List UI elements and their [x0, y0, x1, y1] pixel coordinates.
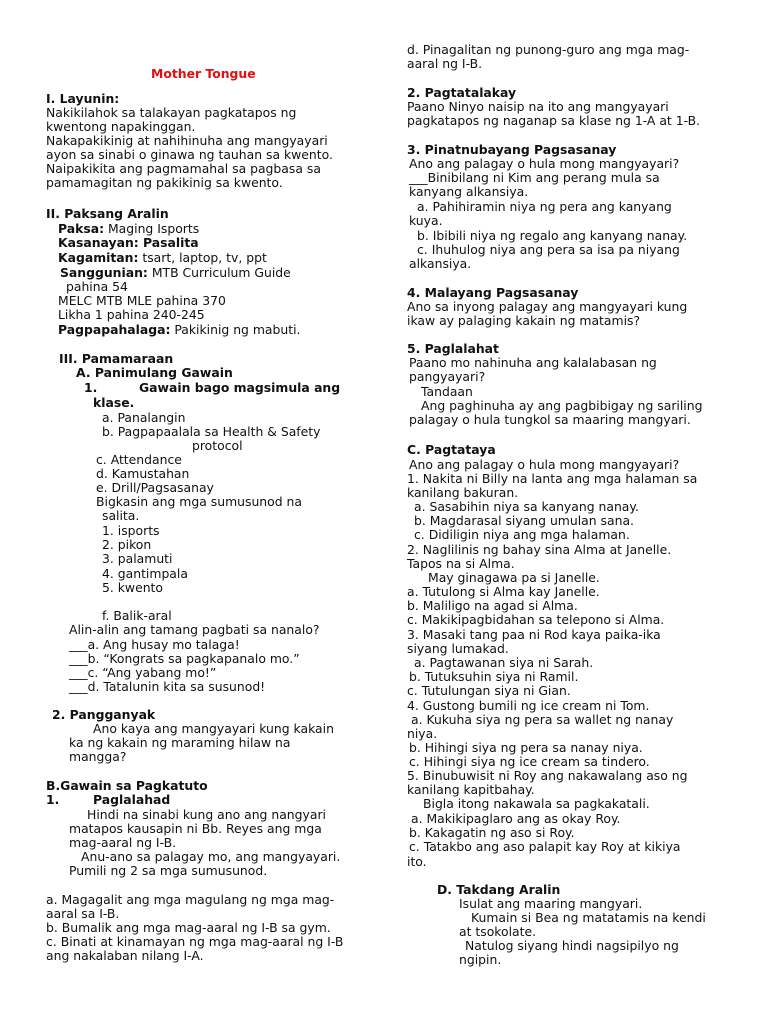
pagtataya-line: b. Kakagatin ng aso si Roy.: [409, 825, 575, 840]
item1-text: Gawain bago magsimula ang: [139, 380, 341, 395]
balik-aral-question: Alin-alin ang tamang pagbati sa nanalo?: [69, 622, 320, 637]
item1-cont: klase.: [93, 395, 135, 410]
pagkatuto-choice: a. Magagalit ang mga magulang ng mga mag-: [46, 892, 335, 907]
kagamitan-value: tsart, laptop, tv, ppt: [138, 250, 267, 265]
paglalahat-line: palagay o hula tungkol sa maaring mangyari.: [409, 412, 691, 427]
list-item-cont: protocol: [192, 438, 243, 453]
pagtatalakay-heading: 2. Pagtatalakay: [407, 85, 517, 100]
d-choice-line: d. Pinagalitan ng punong-guro ang mga mag-: [407, 42, 690, 57]
document-title: Mother Tongue: [151, 66, 256, 81]
melc-line: MELC MTB MLE pahina 370: [58, 293, 226, 308]
pagpapahalaga-label: Pagpapahalaga:: [58, 322, 171, 337]
takdang-line: Natulog siyang hindi nagsipilyo ng: [465, 938, 679, 953]
paksa-line: [58, 222, 199, 236]
takdang-line: at tsokolate.: [459, 924, 537, 939]
malayang-line: ikaw ay palaging kakain ng matamis?: [407, 313, 641, 328]
paglalahad-line: Hindi na sinabi kung ano ang nangyari: [87, 807, 326, 822]
pagtataya-line: ito.: [407, 854, 427, 869]
bigkasin-cont: salita.: [102, 508, 140, 523]
pagpapahalaga-line: [58, 323, 300, 337]
list-item: d. Kamustahan: [96, 466, 190, 481]
pagtataya-line: kanilang kapitbahay.: [407, 782, 535, 797]
pagkatuto-choice: b. Bumalik ang mga mag-aaral ng I-B sa gym.: [46, 920, 331, 935]
paglalahat-heading: 5. Paglalahat: [407, 341, 499, 356]
word-item: 5. kwento: [102, 580, 163, 595]
pinatnubayang-line: Ano ang palagay o hula mong mangyayari?: [409, 156, 680, 171]
list-item: c. Attendance: [96, 452, 182, 467]
pinatnubayang-heading: 3. Pinatnubayang Pagsasanay: [407, 142, 617, 157]
takdang-line: Kumain si Bea ng matatamis na kendi: [471, 910, 706, 925]
takdang-aralin-heading: D. Takdang Aralin: [437, 882, 561, 897]
paksa-value: Maging Isports: [104, 221, 200, 236]
pinatnubayang-line: ___Binibilang ni Kim ang perang mula sa: [409, 170, 660, 185]
pagtataya-line: a. Kukuha siya ng pera sa wallet ng nanay: [411, 712, 674, 727]
pangganyak-line: ka ng kakain ng maraming hilaw na: [69, 735, 291, 750]
word-item: 4. gantimpala: [102, 566, 188, 581]
sanggunian-cont: pahina 54: [66, 279, 128, 294]
bigkasin-line: Bigkasin ang mga sumusunod na: [96, 494, 302, 509]
paksa-label: Paksa:: [58, 221, 105, 236]
choice-item: ___a. Ang husay mo talaga!: [69, 637, 240, 652]
pagkatuto-choice: c. Binati at kinamayan ng mga mag-aaral ng I-B: [46, 934, 344, 949]
paglalahad-line: mag-aaral ng I-B.: [69, 835, 177, 850]
sanggunian-value: MTB Curriculum Guide: [147, 265, 291, 280]
layunin-line: Nakapakikinig at nahihinuha ang mangyayari: [46, 133, 328, 148]
paglalahat-line: Paano mo nahinuha ang kalalabasan ng: [409, 355, 657, 370]
pangganyak-line: Ano kaya ang mangyayari kung kakain: [93, 721, 334, 736]
pagtataya-line: b. Hihingi siya ng pera sa nanay niya.: [409, 740, 643, 755]
pagtataya-line: c. Makikipagbidahan sa telepono si Alma.: [407, 612, 665, 627]
pagtataya-line: c. Didiligin niya ang mga halaman.: [414, 527, 630, 542]
pagtataya-line: 1. Nakita ni Billy na lanta ang mga halaman sa: [407, 471, 698, 486]
takdang-line: Isulat ang maaring mangyari.: [459, 896, 643, 911]
pagtataya-line: a. Pagtawanan siya ni Sarah.: [414, 655, 594, 670]
pagtataya-line: 2. Naglilinis ng bahay sina Alma at Janelle.: [407, 542, 672, 557]
layunin-line: Nakikilahok sa talakayan pagkatapos ng: [46, 105, 297, 120]
pagtataya-line: c. Tatakbo ang aso palapit kay Roy at kikiya: [409, 839, 681, 854]
pagtataya-line: a. Sasabihin niya sa kanyang nanay.: [414, 499, 639, 514]
tandaan-label: Tandaan: [421, 384, 473, 399]
panimulang-gawain: A. Panimulang Gawain: [76, 365, 233, 380]
pagtataya-line: 3. Masaki tang paa ni Rod kaya paika-ika: [407, 627, 661, 642]
layunin-line: pamamagitan ng pakikinig sa kwento.: [46, 175, 283, 190]
word-item: 2. pikon: [102, 537, 152, 552]
paglalahad-line: matapos kausapin ni Bb. Reyes ang mga: [69, 821, 322, 836]
pagtatalakay-line: Paano Ninyo naisip na ito ang mangyayari: [407, 99, 669, 114]
pagkatuto-heading: B.Gawain sa Pagkatuto: [46, 778, 208, 793]
pagtataya-line: a. Makikipaglaro ang as okay Roy.: [411, 811, 621, 826]
pangganyak-line: mangga?: [69, 749, 127, 764]
pagtataya-heading: C. Pagtataya: [407, 442, 496, 457]
pangganyak-heading: 2. Pangganyak: [52, 707, 156, 722]
malayang-heading: 4. Malayang Pagsasanay: [407, 285, 579, 300]
choice-item: ___c. “Ang yabang mo!”: [69, 665, 217, 680]
paglalahad-num: 1.: [46, 792, 60, 807]
malayang-line: Ano sa inyong palagay ang mangyayari kung: [407, 299, 688, 314]
pinatnubayang-line: a. Pahihiramin niya ng pera ang kanyang: [417, 199, 672, 214]
d-choice-line: aaral ng I-B.: [407, 56, 483, 71]
pagtataya-line: Bigla itong nakawala sa pagkakatali.: [423, 796, 650, 811]
pinatnubayang-line: c. Ihuhulog niya ang pera sa isa pa niyang: [417, 242, 680, 257]
kagamitan-line: [58, 251, 267, 265]
paksang-aralin-heading: II. Paksang Aralin: [46, 206, 169, 221]
paglalahad-heading: Paglalahad: [93, 792, 171, 807]
pagtatalakay-line: pagkatapos ng naganap sa klase ng 1-A at 1-B.: [407, 113, 701, 128]
pagkatuto-choice: ang nakalaban nilang I-A.: [46, 948, 204, 963]
paglalahad-line: Pumili ng 2 sa mga sumusunod.: [69, 863, 268, 878]
pagpapahalaga-value: Pakikinig ng mabuti.: [170, 322, 301, 337]
pinatnubayang-line: kuya.: [409, 213, 443, 228]
pinatnubayang-line: kanyang alkansiya.: [409, 184, 529, 199]
layunin-line: Naipakikita ang pagmamahal sa pagbasa sa: [46, 161, 321, 176]
word-item: 3. palamuti: [102, 551, 173, 566]
pagtataya-line: kanilang bakuran.: [407, 485, 519, 500]
kasanayan-line: Kasanayan: Pasalita: [58, 235, 199, 250]
pagtataya-line: b. Magdarasal siyang umulan sana.: [414, 513, 634, 528]
pagtataya-line: Tapos na si Alma.: [407, 556, 515, 571]
paglalahat-line: pangyayari?: [409, 369, 486, 384]
balik-aral: f. Balik-aral: [102, 608, 172, 623]
pagtataya-line: b. Maliligo na agad si Alma.: [407, 598, 578, 613]
pagtataya-line: a. Tutulong si Alma kay Janelle.: [407, 584, 600, 599]
choice-item: ___b. “Kongrats sa pagkapanalo mo.”: [69, 651, 300, 666]
pamamaraan-heading: III. Pamamaraan: [59, 351, 174, 366]
word-item: 1. isports: [102, 523, 160, 538]
paglalahat-line: Ang paghinuha ay ang pagbibigay ng sariling: [421, 398, 703, 413]
pagtataya-line: c. Hihingi siya ng ice cream sa tindero.: [409, 754, 650, 769]
pagtataya-line: c. Tutulungan siya ni Gian.: [407, 683, 571, 698]
pagtataya-line: May ginagawa pa si Janelle.: [428, 570, 600, 585]
pagtataya-line: Ano ang palagay o hula mong mangyayari?: [409, 457, 680, 472]
list-item: e. Drill/Pagsasanay: [96, 480, 214, 495]
layunin-heading: I. Layunin:: [46, 91, 120, 106]
pagtataya-line: b. Tutuksuhin siya ni Ramil.: [409, 669, 579, 684]
pagtataya-line: niya.: [407, 726, 438, 741]
kagamitan-label: Kagamitan:: [58, 250, 139, 265]
pagtataya-line: 5. Binubuwisit ni Roy ang nakawalang aso ng: [407, 768, 688, 783]
pagkatuto-choice: aaral sa I-B.: [46, 906, 120, 921]
likha-line: Likha 1 pahina 240-245: [58, 307, 205, 322]
sanggunian-line: [60, 266, 291, 280]
list-item: b. Pagpapaalala sa Health & Safety: [102, 424, 321, 439]
pagtataya-line: siyang lumakad.: [407, 641, 509, 656]
pinatnubayang-line: alkansiya.: [409, 256, 472, 271]
layunin-line: ayon sa sinabi o ginawa ng tauhan sa kwento.: [46, 147, 333, 162]
item1-num: 1.: [84, 380, 98, 395]
layunin-line: kwentong napakinggan.: [46, 119, 196, 134]
pinatnubayang-line: b. Ibibili niya ng regalo ang kanyang nanay.: [417, 228, 688, 243]
choice-item: ___d. Tatalunin kita sa susunod!: [69, 679, 266, 694]
sanggunian-label: Sanggunian:: [60, 265, 148, 280]
paglalahad-line: Anu-ano sa palagay mo, ang mangyayari.: [81, 849, 341, 864]
list-item: a. Panalangin: [102, 410, 186, 425]
pagtataya-line: 4. Gustong bumili ng ice cream ni Tom.: [407, 698, 650, 713]
takdang-line: ngipin.: [459, 952, 502, 967]
